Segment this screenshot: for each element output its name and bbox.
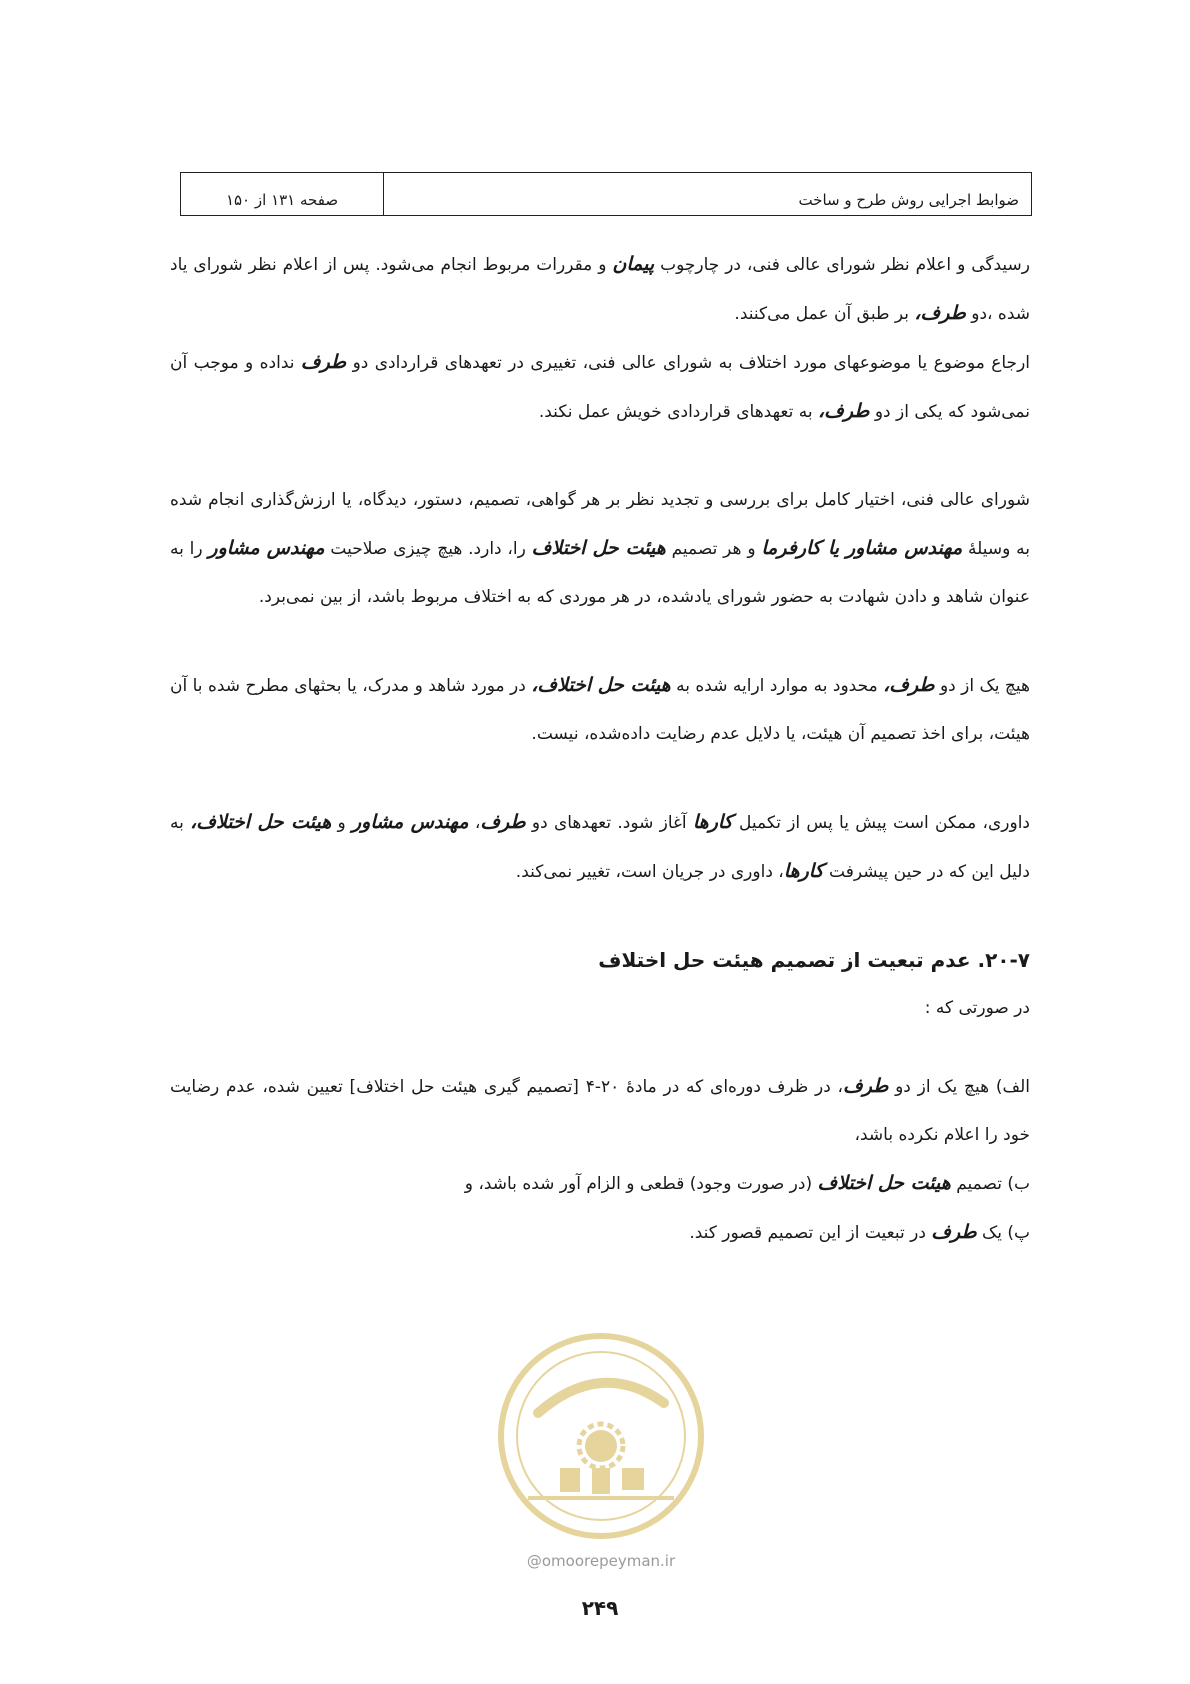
emphasis-term: کارها: [692, 811, 733, 833]
emphasis-term: پیمان: [612, 253, 655, 275]
emphasis-term: هیئت حل اختلاف،: [531, 674, 671, 696]
list-item-alef: الف) هیچ یک از دو طرف، در ظرف دوره‌ای که در مادهٔ ۲۰-۴ [تصمیم گیری هیئت حل اختلاف] تعیین شده، عدم رضایت خود را اعلام نکرده باشد،: [170, 1075, 1030, 1145]
seal-gear-center-icon: [585, 1430, 617, 1462]
emphasis-term: طرف،: [818, 400, 870, 422]
emphasis-term: مهندس مشاور یا کارفرما: [761, 537, 963, 559]
emphasis-term: هیئت حل اختلاف: [817, 1172, 951, 1194]
seal-scale-icon: [560, 1468, 580, 1492]
emphasis-term: طرف،: [883, 674, 935, 696]
spacer: [170, 1032, 1030, 1062]
section-heading: ۲۰-۷. عدم تبعیت از تصمیم هیئت حل اختلاف: [598, 948, 1030, 972]
spacer: [170, 621, 1030, 661]
list-item-pe: پ) یک طرف در تبعیت از این تصمیم قصور کند.: [689, 1221, 1030, 1243]
emphasis-term: طرف: [931, 1221, 977, 1243]
emphasis-term: کارها: [783, 860, 824, 882]
emphasis-term: طرف،: [914, 302, 966, 324]
emphasis-term: طرف: [480, 811, 526, 833]
paragraph-parties-evidence: هیچ یک از دو طرف، محدود به موارد ارایه شده به هیئت حل اختلاف، در مورد شاهد و مدرک، یا بحثهای مطرح شده با آن هیئت، برای اخذ تصمیم آن هیئت، یا دلایل عدم رضایت داده‌شده، نیست.: [170, 674, 1030, 744]
emphasis-term: هیئت حل اختلاف،: [190, 811, 332, 833]
page-info: صفحه ۱۳۱ از ۱۵۰: [181, 173, 384, 215]
document-body: [170, 240, 1030, 1257]
emphasis-term: هیئت حل اختلاف: [531, 537, 666, 559]
emphasis-term: طرف: [300, 351, 347, 373]
document-title: ضوابط اجرایی روش طرح و ساخت: [798, 191, 1019, 209]
emphasis-term: مهندس مشاور: [352, 811, 469, 833]
watermark-url: @omoorepeyman.ir: [526, 1552, 676, 1570]
page-number: ۲۴۹: [581, 1596, 619, 1620]
emphasis-term: طرف: [843, 1075, 889, 1097]
seal-excavator-icon: [622, 1468, 644, 1490]
spacer: [170, 896, 1030, 936]
paragraph-referral: ارجاع موضوع یا موضوعهای مورد اختلاف به شورای عالی فنی، تغییری در تعهدهای قراردادی دو طرف نداده و موجب آن نمی‌شود که یکی از دو طرف، به تعهدهای قراردادی خویش عمل نکند.: [170, 351, 1031, 422]
spacer: [170, 436, 1030, 476]
emphasis-term: مهندس مشاور: [208, 537, 325, 559]
watermark-seal-icon: [488, 1318, 714, 1564]
spacer: [170, 758, 1030, 798]
page-header: [180, 172, 1032, 216]
section-intro: در صورتی که :: [924, 998, 1030, 1018]
paragraph-arbitration: داوری، ممکن است پیش یا پس از تکمیل کارها آغاز شود. تعهدهای دو طرف، مهندس مشاور و هیئت حل اختلاف، به دلیل این که در حین پیشرفت کارها، داوری در جریان است، تغییر نمی‌کند.: [170, 811, 1030, 882]
seal-building-icon: [592, 1468, 610, 1494]
paragraph-council-authority: شورای عالی فنی، اختیار کامل برای بررسی و تجدید نظر بر هر گواهی، تصمیم، دستور، دیدگاه، یا ارزش‌گذاری انجام شده به وسیلهٔ مهندس مشاور یا کارفرما و هر تصمیم هیئت حل اختلاف را، دارد. هیچ چیزی صلاحیت مهندس مشاور را به عنوان شاهد و دادن شهادت به حضور شورای یادشده، در هر موردی که به اختلاف مربوط باشد، از بین نمی‌برد.: [170, 490, 1030, 607]
paragraph-review: رسیدگی و اعلام نظر شورای عالی فنی، در چارچوب پیمان و مقررات مربوط انجام می‌شود. پس از اعلام نظر شورای یاد شده ،دو طرف، بر طبق آن عمل می‌کنند.: [170, 253, 1030, 324]
list-item-be: ب) تصمیم هیئت حل اختلاف (در صورت وجود) قطعی و الزام آور شده باشد، و: [464, 1172, 1030, 1194]
